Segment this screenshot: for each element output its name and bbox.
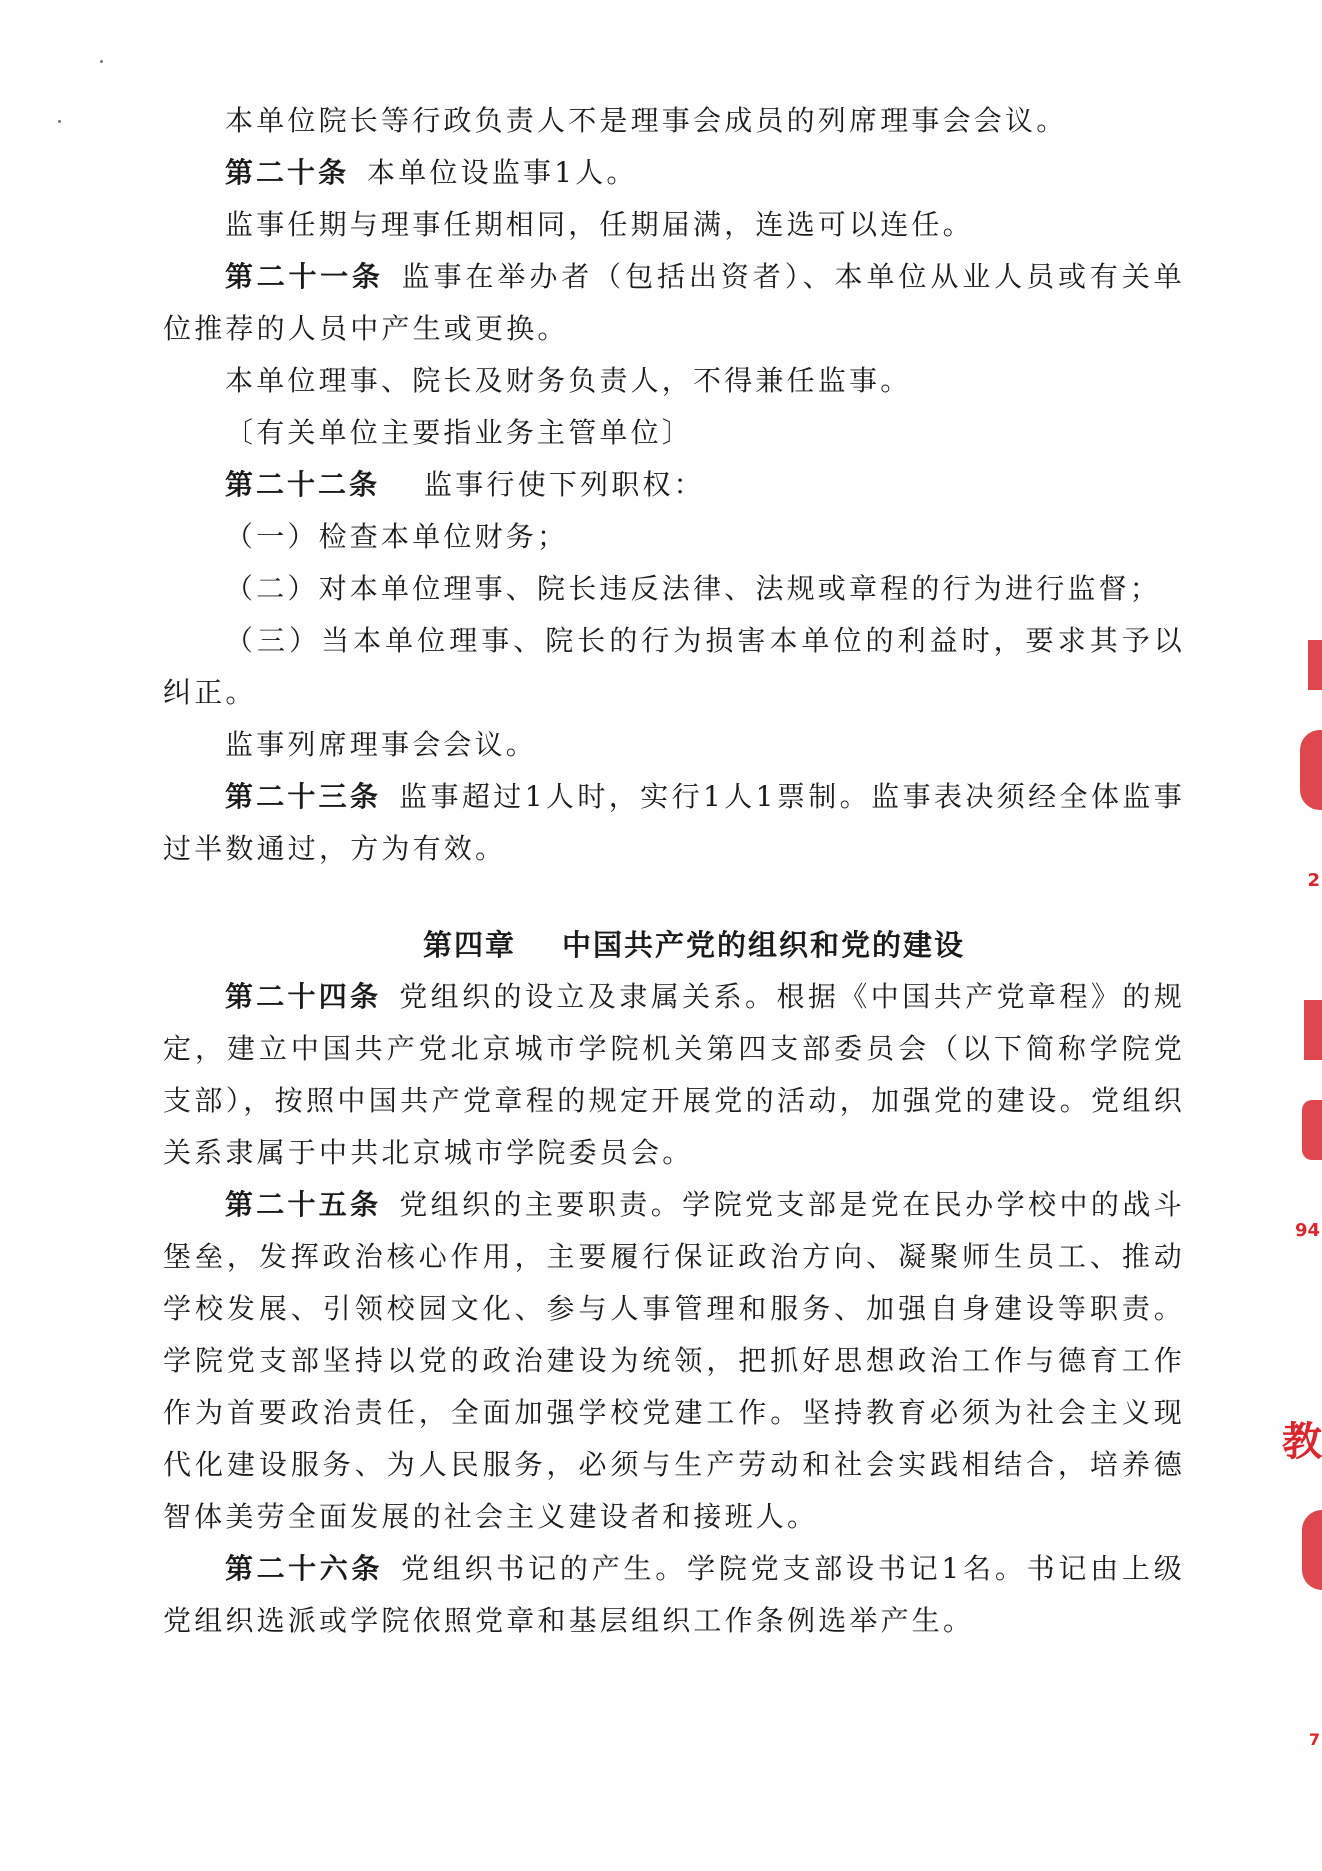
list-item: （三）当本单位理事、院长的行为损害本单位的利益时，要求其予以纠正。 xyxy=(163,624,1185,709)
paragraph: 监事任期与理事任期相同，任期届满，连选可以连任。 xyxy=(225,208,974,241)
article-number: 第二十一条 xyxy=(225,260,384,293)
paragraph: 监事列席理事会会议。 xyxy=(225,728,538,761)
article-paragraph: 第二十条 本单位设监事1人。 xyxy=(225,156,638,189)
seal-char: 2 xyxy=(1307,870,1320,891)
scan-speck xyxy=(58,120,61,123)
article-number: 第二十条 xyxy=(225,156,350,189)
seal-char: 94 xyxy=(1294,1220,1320,1241)
seal-stroke xyxy=(1308,640,1322,690)
scan-speck xyxy=(100,60,103,63)
list-item: （一）检查本单位财务； xyxy=(225,520,569,553)
paragraph: 〔有关单位主要指业务主管单位〕 xyxy=(225,416,694,449)
paragraph: 本单位理事、院长及财务负责人，不得兼任监事。 xyxy=(225,364,912,397)
article-number: 第二十四条 xyxy=(225,980,382,1013)
article-paragraph: 第二十二条 监事行使下列职权： xyxy=(225,468,705,501)
seal-char: 7 xyxy=(1308,1730,1320,1749)
article-paragraph: 第二十一条 监事在举办者（包括出资者）、本单位从业人员或有关单位推荐的人员中产生或更换。 xyxy=(163,260,1185,345)
article-number: 第二十二条 xyxy=(225,468,381,501)
seal-char: 教 xyxy=(1282,1419,1322,1465)
article-paragraph: 第二十四条 党组织的设立及隶属关系。根据《中国共产党章程》的规定，建立中国共产党北京城市学院机关第四支部委员会（以下简称学院党支部），按照中国共产党章程的规定开展党的活动，加强党的建设。党组织关系隶属于中共北京城市学院委员会。 xyxy=(163,980,1185,1169)
chapter-number: 第四章 xyxy=(422,928,516,962)
seal-stroke xyxy=(1302,1100,1322,1160)
article-number: 第二十六条 xyxy=(225,1552,383,1585)
chapter-title: 中国共产党的组织和党的建设 xyxy=(562,928,966,962)
article-paragraph: 第二十六条 党组织书记的产生。学院党支部设书记1名。书记由上级党组织选派或学院依照党章和基层组织工作条例选举产生。 xyxy=(163,1552,1185,1637)
chapter-heading xyxy=(163,919,1185,971)
document-body xyxy=(163,95,1185,1647)
list-item: （二）对本单位理事、院长违反法律、法规或章程的行为进行监督； xyxy=(225,572,1162,605)
seal-stroke xyxy=(1300,730,1322,810)
article-paragraph: 第二十三条 监事超过1人时，实行1人1票制。监事表决须经全体监事过半数通过，方为有效。 xyxy=(163,780,1185,865)
article-number: 第二十五条 xyxy=(225,1188,382,1221)
article-paragraph: 第二十五条 党组织的主要职责。学院党支部是党在民办学校中的战斗堡垒，发挥政治核心作用，主要履行保证政治方向、凝聚师生员工、推动学校发展、引领校园文化、参与人事管理和服务、加强自身建设等职责。学院党支部坚持以党的政治建设为统领，把抓好思想政治工作与德育工作作为首要政治责任，全面加强学校党建工作。坚持教育必须为社会主义现代化建设服务、为人民服务，必须与生产劳动和社会实践相结合，培养德智体美劳全面发展的社会主义建设者和接班人。 xyxy=(163,1188,1185,1533)
seal-stroke xyxy=(1304,1000,1322,1060)
seal-stroke xyxy=(1302,1510,1322,1590)
paragraph: 本单位院长等行政负责人不是理事会成员的列席理事会会议。 xyxy=(225,104,1068,137)
article-number: 第二十三条 xyxy=(225,780,382,813)
